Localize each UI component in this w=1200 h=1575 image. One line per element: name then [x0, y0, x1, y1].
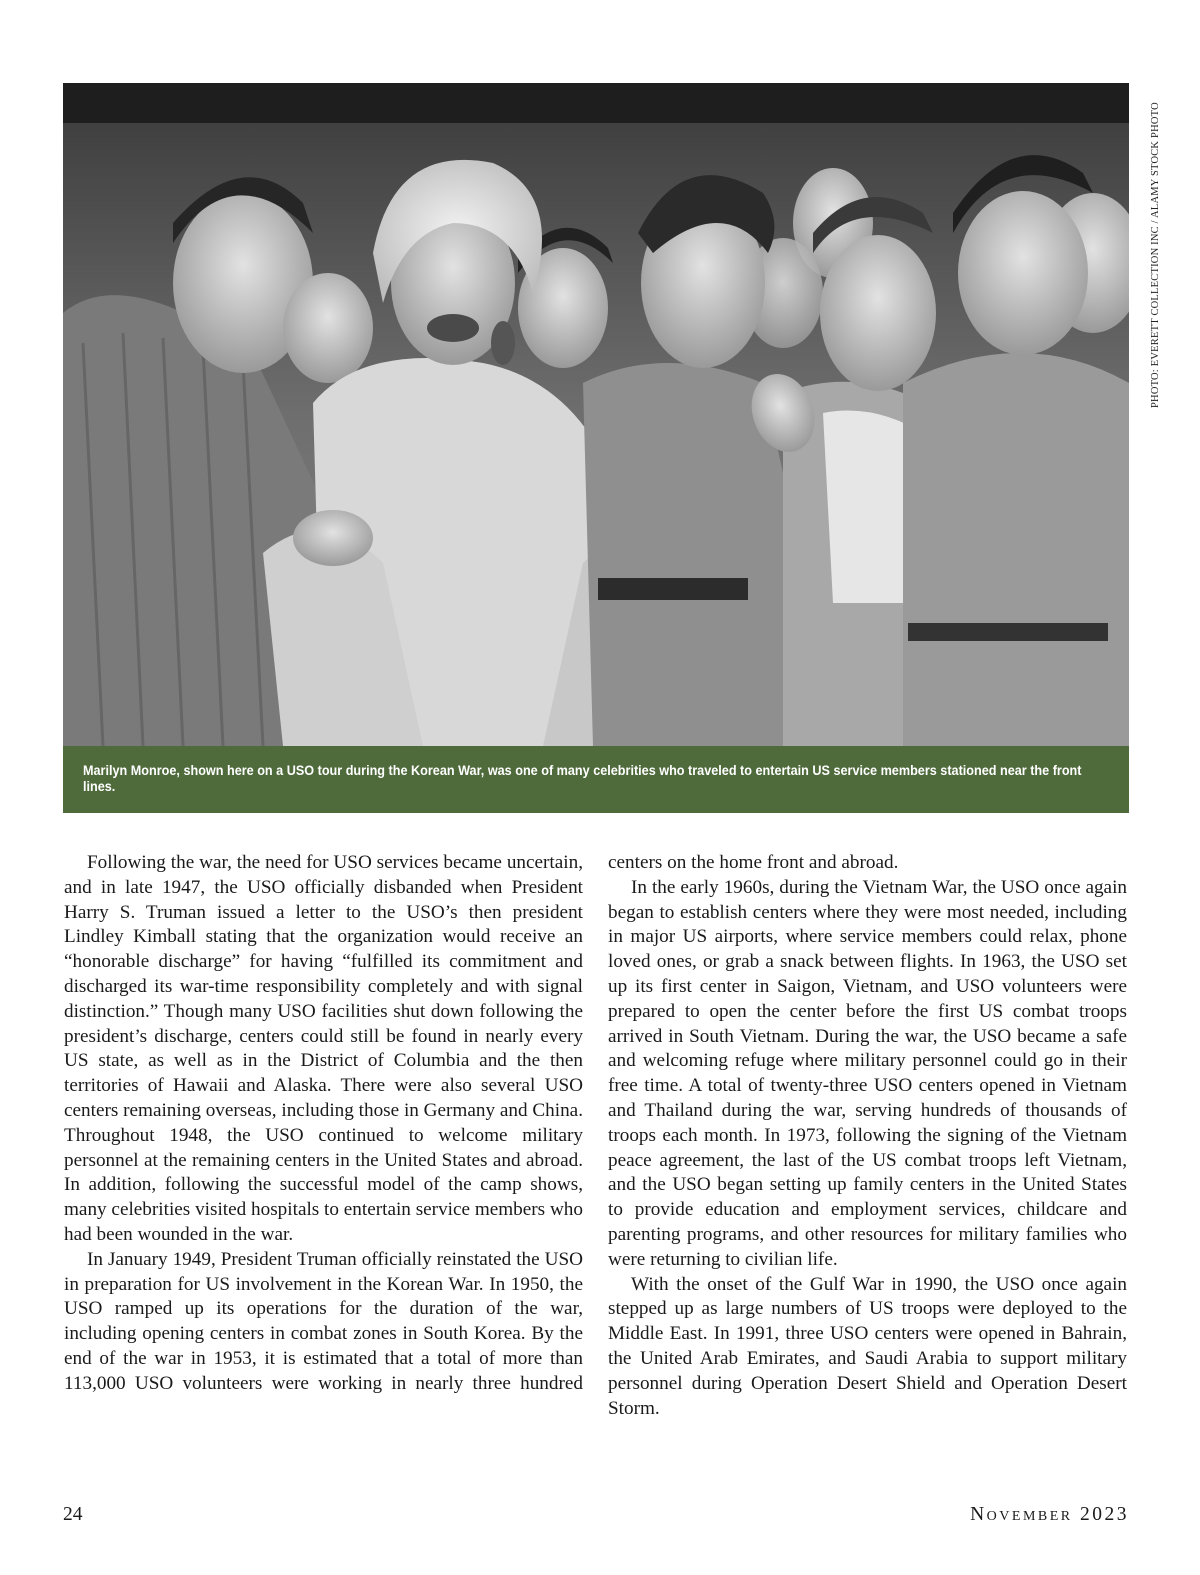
photo	[63, 83, 1129, 746]
paragraph: Following the war, the need for USO services became uncertain, and in late 1947, the USO officially disbanded when President Harry S. Truman issued a letter to the USO’s then president Lindley Kimball stating that the organization would receive an “honorable discharge” for having “fulfilled its commitment and discharged its war-time responsibility completely and with signal distinction.” Though many USO facilities shut down following the president’s discharge, centers could still be found in nearly every US state, as well as in the District of Columbia and the then territories of Hawaii and Alaska. There were also several USO centers remaining overseas, including those in Germany and China. Throughout 1948, the USO continued to welcome military personnel at the remaining centers in the United States and abroad. In addition, following the successful model of the camp shows, many celebrities visited hospitals to entertain service members who had been wounded in the war.	[64, 852, 583, 1245]
paragraph-continuation: centers on the home front and abroad.	[608, 852, 899, 873]
page-number: 24	[63, 1504, 83, 1525]
paragraph: With the onset of the Gulf War in 1990, the USO once again stepped up as large numbers of US troops were deployed to the Middle East. In 1991, three USO centers were opened in Bahrain, the United Arab Emirates, and Saudi Arabia to support military personnel during Operation Desert Shield and Operation Desert Storm.	[608, 1273, 1127, 1419]
paragraph: In January 1949, President Truman officially reinstated the USO in preparation for US involvement in the Korean War. In 1950, the USO ramped up its operations for the duration of the war, including opening centers in combat zones in South Korea. By the end of the war in 1953, it is estimated that a total of more than 113,000 USO volunteers were working in nearly three hundred	[64, 1248, 583, 1394]
paragraph: In the early 1960s, during the Vietnam War, the USO once again began to establish centers where they were most needed, including in major US airports, where service members could relax, phone loved ones, or grab a snack between flights. In 1963, the USO set up its first center in Saigon, Vietnam, and USO volunteers were prepared to open the center before the first US combat troops arrived in South Vietnam. During the war, the USO became a safe and welcoming refuge where military personnel could go in their free time. A total of twenty-three USO centers opened in Vietnam and Thailand during the war, serving hundreds of thousands of troops each month. In 1973, following the signing of the Vietnam peace agreement, the last of the US combat troops left Vietnam, and the USO began setting up family centers in the United States to provide education and employment services, childcare and parenting programs, and other resources for military families who were returning to civilian life.	[608, 876, 1127, 1270]
photo-caption	[63, 746, 1129, 813]
right-column	[608, 851, 1127, 1421]
photo-credit: PHOTO: EVERETT COLLECTION INC / ALAMY STOCK PHOTO	[1150, 102, 1161, 408]
left-column	[64, 851, 583, 1397]
caption-text: Marilyn Monroe, shown here on a USO tour during the Korean War, was one of many celebrities who traveled to entertain US service members stationed near the front lines.	[83, 763, 1082, 794]
issue-date: November 2023	[970, 1504, 1129, 1525]
photo-icon	[63, 83, 1129, 746]
